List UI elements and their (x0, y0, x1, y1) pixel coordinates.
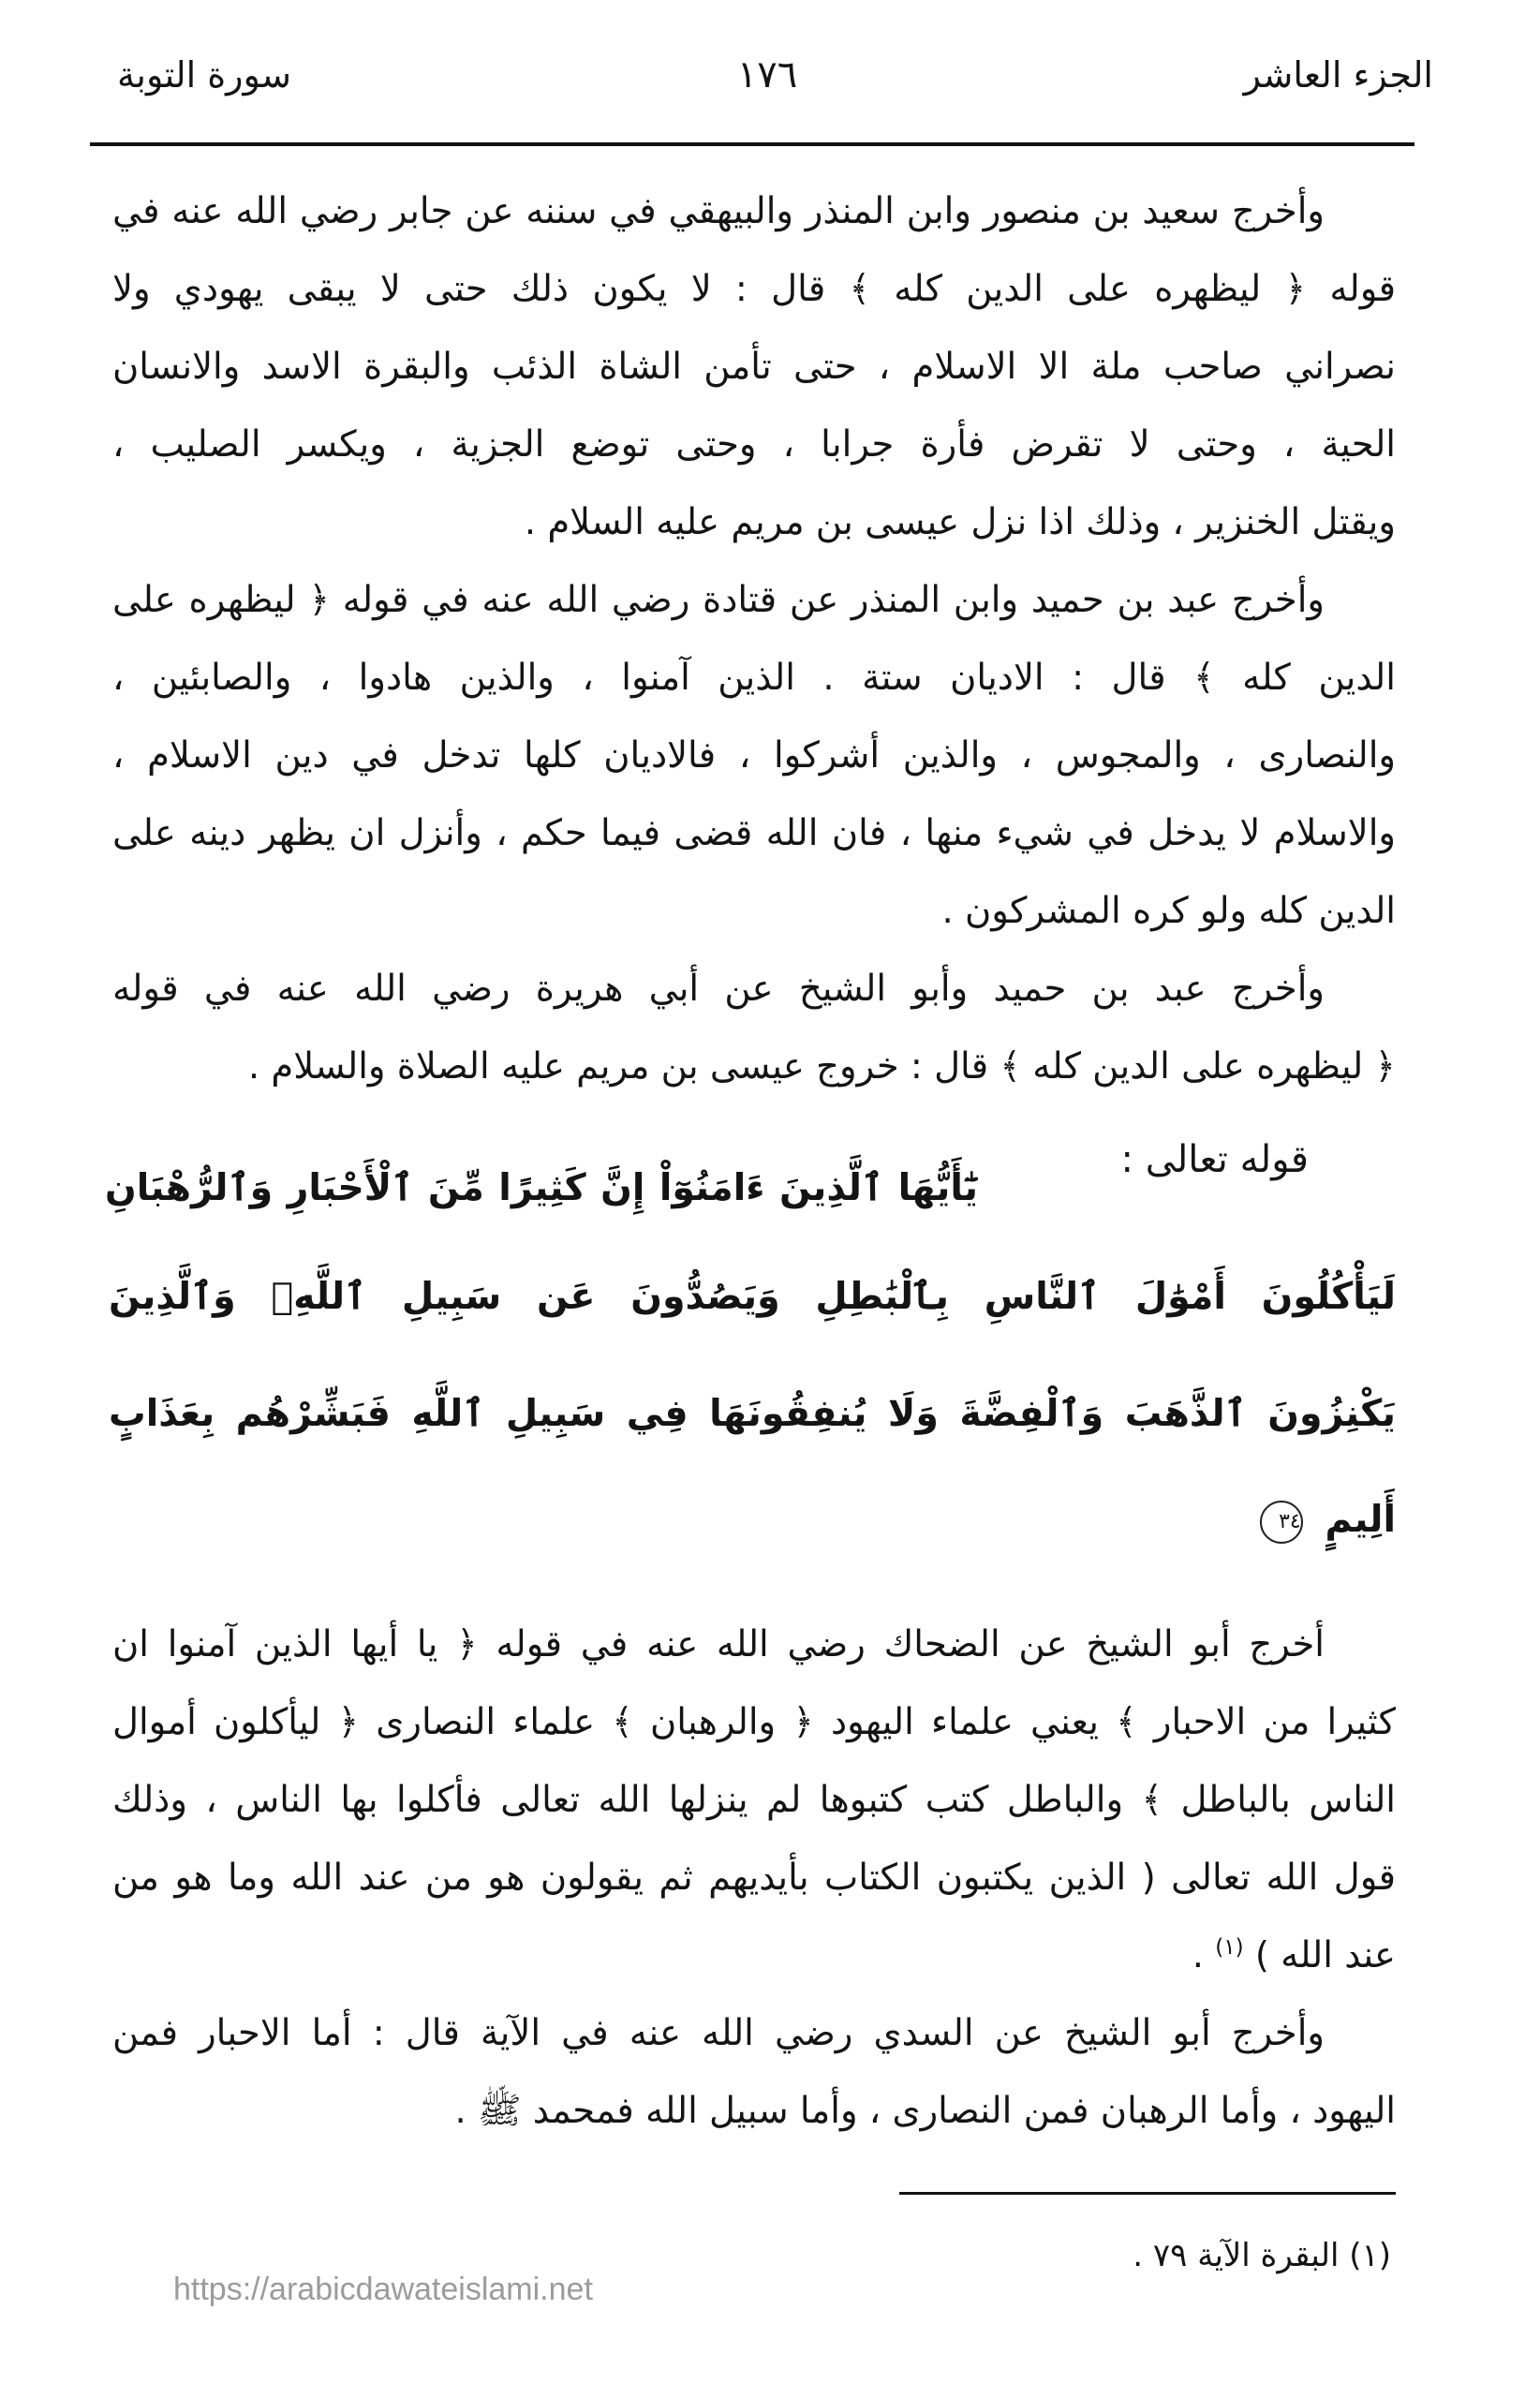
paragraph (112, 1606, 1396, 1994)
verse-line: يَٰٓأَيُّهَا ٱلَّذِينَ ءَامَنُوٓاْ إِنَّ كَثِيرًا مِّنَ ٱلْأَحْبَارِ وَٱلرُّهْبَانِ (105, 1166, 978, 1209)
running-head-surah: سورة التوبة (117, 54, 291, 96)
text-line: والاسلام لا يدخل في شيء منها ، فان الله قضى فيما حكم ، وأنزل ان يظهر دينه على (112, 812, 1396, 854)
text-line: كثيرا من الاحبار ﴾ يعني علماء اليهود ﴿ والرهبان ﴾ علماء النصارى ﴿ ليأكلون أموال (112, 1701, 1396, 1743)
text-line: ﴿ ليظهره على الدين كله ﴾ قال : خروج عيسى بن مريم عليه الصلاة والسلام . (247, 1045, 1396, 1088)
ayah-number-marker (1260, 1501, 1303, 1544)
verse-line: يَكْنِزُونَ ٱلذَّهَبَ وَٱلْفِضَّةَ وَلَا يُنفِقُونَهَا فِي سَبِيلِ ٱللَّهِ فَبَشِّرْهُم بِعَذَابٍ (109, 1392, 1396, 1435)
text-line: أخرج أبو الشيخ عن الضحاك رضي الله عنه في قوله ﴿ يا أيها الذين آمنوا ان (112, 1623, 1325, 1665)
text-line: قوله ﴿ ليظهره على الدين كله ﴾ قال : لا يكون ذلك حتى لا يبقى يهودي ولا (112, 268, 1396, 310)
text-line: وأخرج عبد بن حميد وأبو الشيخ عن أبي هريرة رضي الله عنه في قوله (112, 968, 1325, 1010)
text-line: الحية ، وحتى لا تقرض فأرة جرابا ، وحتى توضع الجزية ، ويكسر الصليب ، (112, 423, 1396, 466)
text-line: الناس بالباطل ﴾ والباطل كتب كتبوها لم ينزلها الله تعالى فأكلوا بها الناس ، وذلك (112, 1779, 1396, 1821)
text-line: اليهود ، وأما الرهبان فمن النصارى ، وأما سبيل الله فمحمد ﷺ . (454, 2090, 1396, 2132)
verse-line: لَيَأْكُلُونَ أَمْوَٰلَ ٱلنَّاسِ بِٱلْبَٰطِلِ وَيَصُدُّونَ عَن سَبِيلِ ٱللَّهِۗ وَٱلَّذِينَ (109, 1275, 1396, 1318)
paragraph (112, 172, 1396, 561)
text-segment: عند الله ) (1254, 1934, 1396, 1976)
text-line: الدين كله ولو كره المشركون . (941, 890, 1396, 932)
text-segment: . (1192, 1934, 1204, 1976)
text-line: الدين كله ﴾ قال : الاديان ستة . الذين آمنوا ، والذين هادوا ، والصابئين ، (112, 657, 1396, 699)
ayah-number: ٣٤ (1279, 1509, 1301, 1533)
watermark-url: https://arabicdawateislami.net (173, 2272, 593, 2307)
text-line: والنصارى ، والمجوس ، والذين أشركوا ، فالاديان كلها تدخل في دين الاسلام ، (112, 734, 1396, 777)
text-line: وأخرج عبد بن حميد وابن المنذر عن قتادة رضي الله عنه في قوله ﴿ ليظهره على (112, 579, 1325, 621)
footnote-rule (899, 2192, 1396, 2195)
page-number: ١٧٦ (736, 53, 798, 96)
verse-intro-label: قوله تعالى : (1120, 1138, 1309, 1181)
text-line: وأخرج أبو الشيخ عن السدي رضي الله عنه في الآية قال : أما الاحبار فمن (112, 2012, 1325, 2054)
paragraph (112, 561, 1396, 950)
paragraph (112, 1994, 1396, 2150)
text-line: قول الله تعالى ( الذين يكتبون الكتاب بأيديهم ثم يقولون هو من عند الله وما هو من (112, 1857, 1396, 1899)
top-text-block (112, 172, 1396, 1105)
footnote-ref: (١) (1215, 1935, 1244, 1961)
paragraph (112, 950, 1396, 1105)
text-line: ويقتل الخنزير ، وذلك اذا نزل عيسى بن مريم عليه السلام . (524, 501, 1396, 543)
verse-text: أَلِيمٍ (1325, 1498, 1396, 1541)
verse-line (109, 1461, 1396, 1578)
text-line: وأخرج سعيد بن منصور وابن المنذر والبيهقي في سننه عن جابر رضي الله عنه في (112, 190, 1325, 232)
text-line: نصراني صاحب ملة الا الاسلام ، حتى تأمن الشاة الذئب والبقرة الاسد والانسان (112, 346, 1396, 388)
text-line (112, 1917, 1396, 1994)
header-rule (90, 142, 1414, 146)
bottom-text-block (112, 1606, 1396, 2150)
footnote-text: (١) البقرة الآية ٧٩ . (1133, 2237, 1391, 2274)
running-head-part: الجزء العاشر (1243, 54, 1433, 96)
